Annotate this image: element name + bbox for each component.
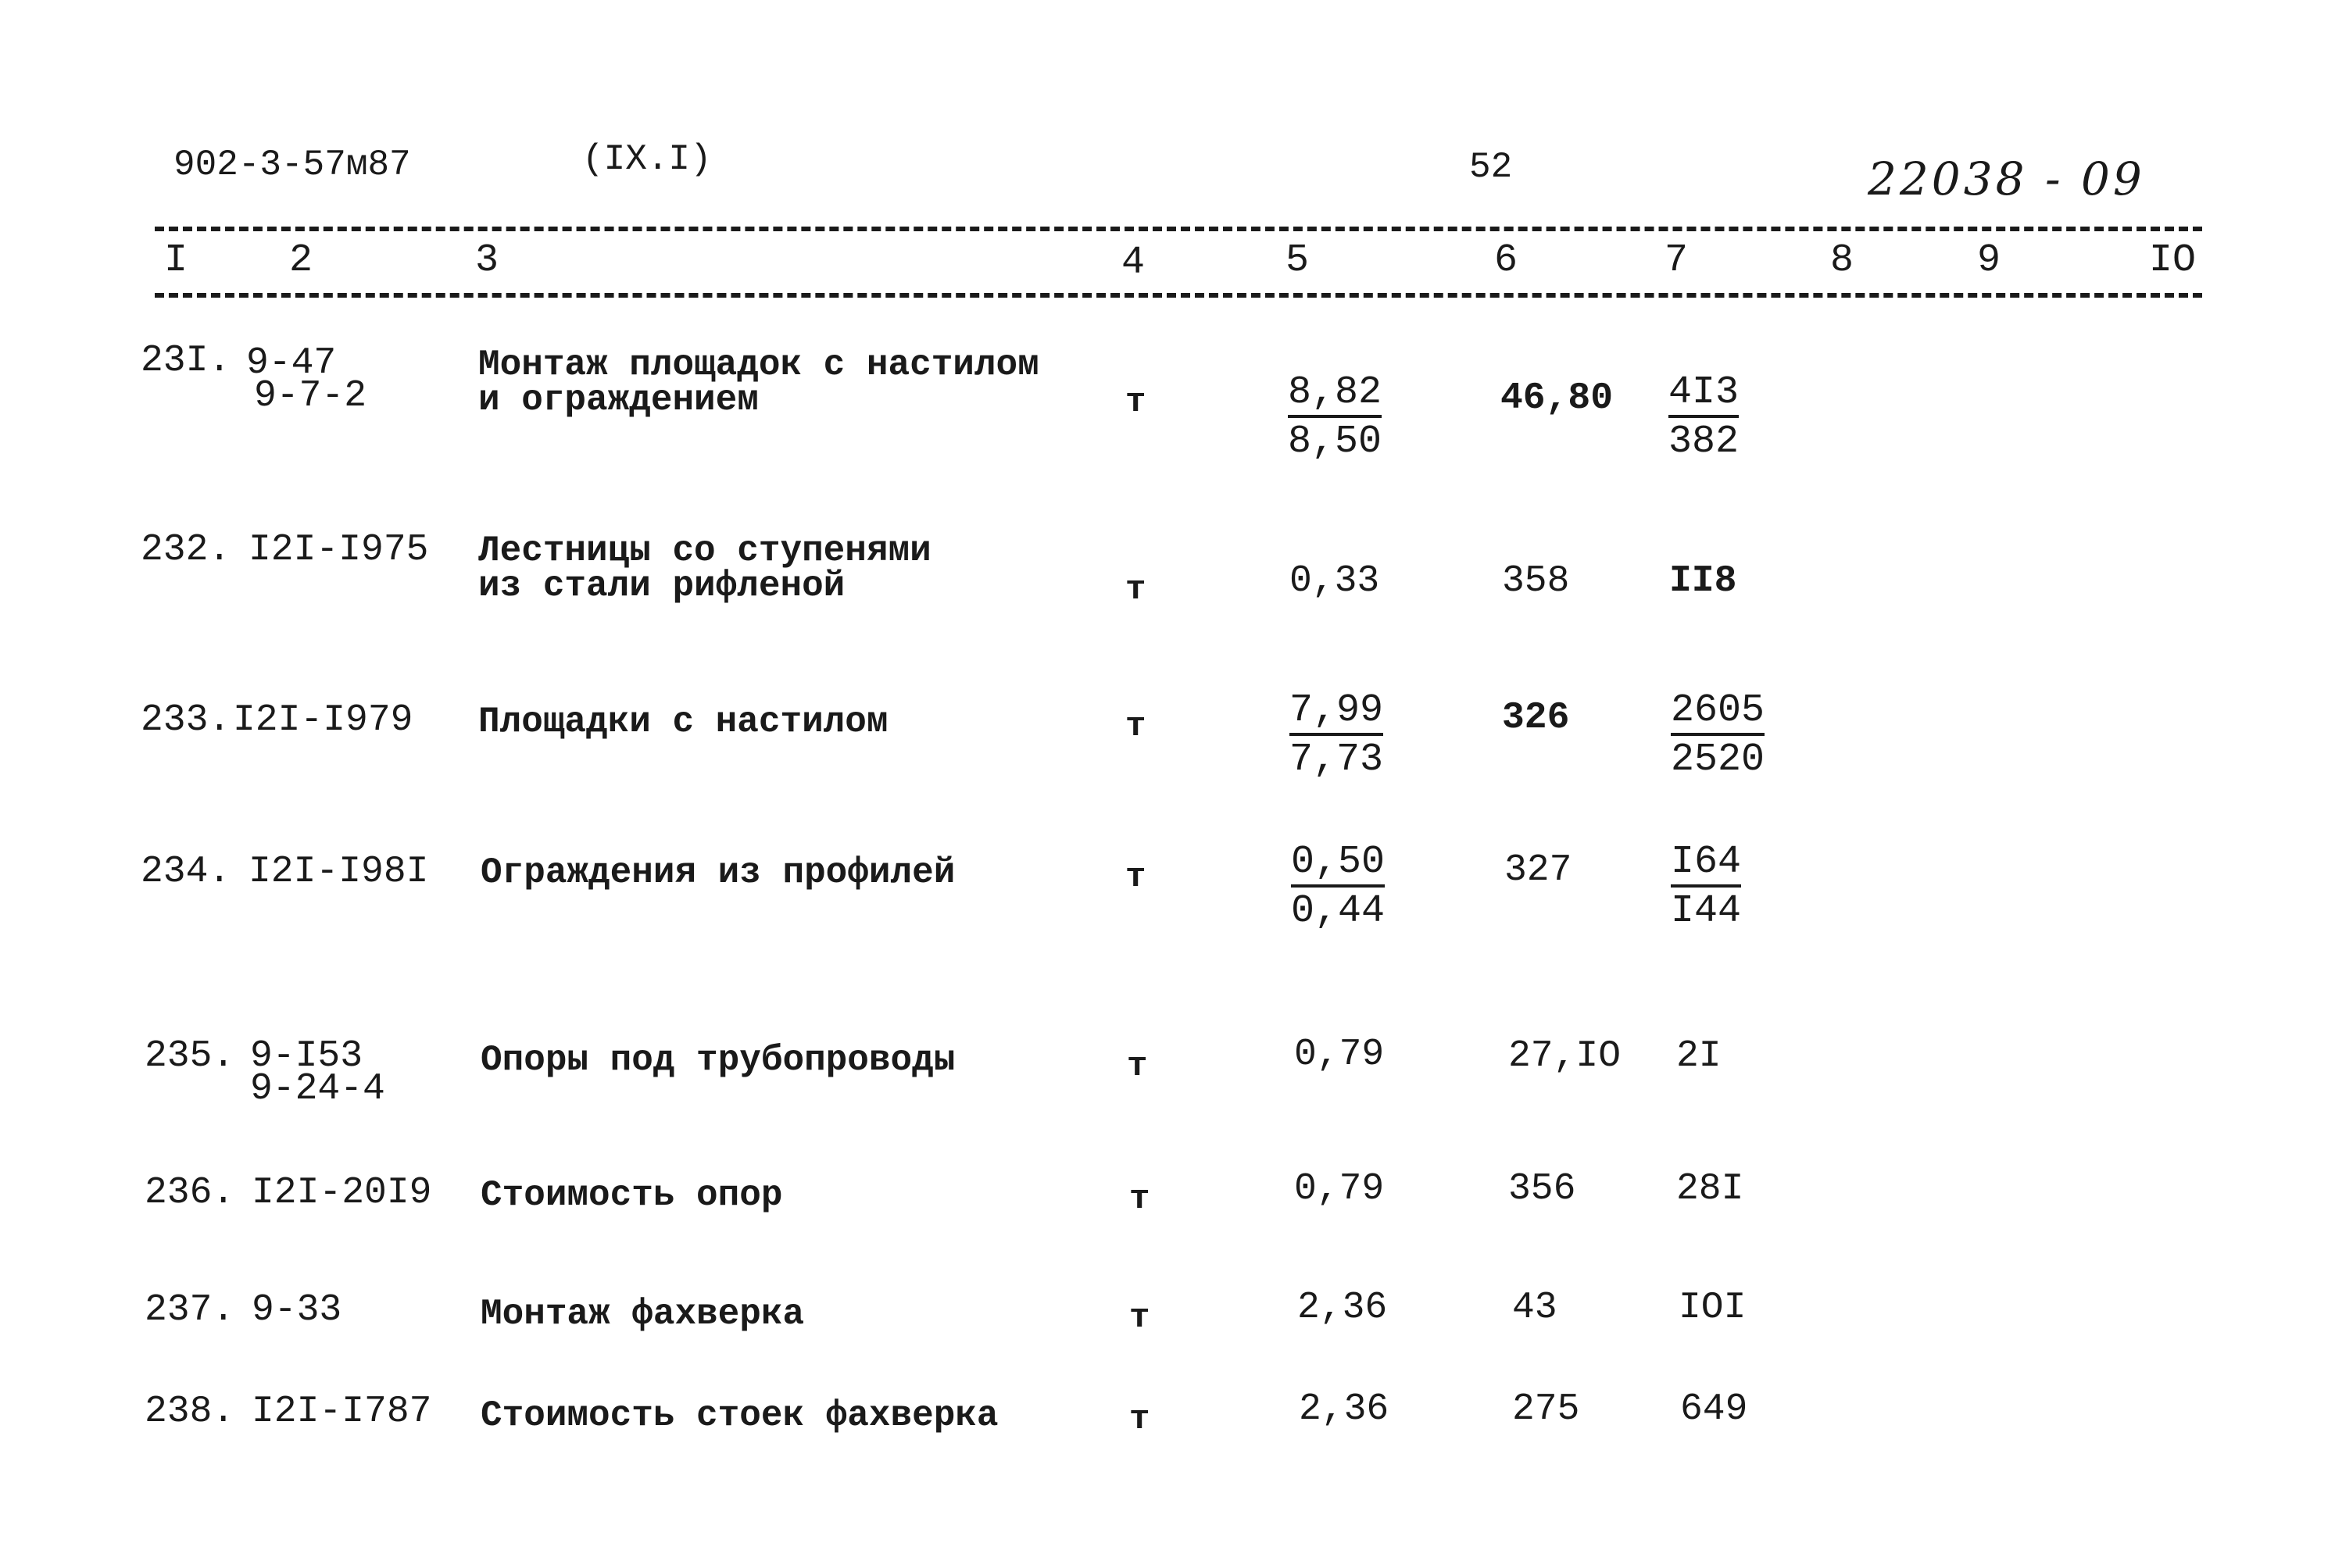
sheet-number: 22038 - 09 (1868, 152, 2145, 205)
rate-code: 9-7-2 (254, 375, 367, 417)
unit-price: 275 (1512, 1388, 1580, 1430)
total-cost: IOI (1679, 1287, 1747, 1329)
col-num-8: 8 (1830, 238, 1854, 283)
quantity (1291, 841, 1385, 936)
row-number: 235. (145, 1035, 235, 1077)
quantity-gross: 7,99 (1289, 689, 1383, 736)
total-gross: I64 (1671, 841, 1741, 888)
work-description: из стали рифленой (478, 566, 846, 606)
work-description: Стоимость стоек фахверка (481, 1395, 999, 1436)
col-num-10: IO (2149, 238, 2197, 283)
col-num-7: 7 (1665, 238, 1689, 283)
row-number: 233. (141, 699, 231, 741)
work-description: Монтаж фахверка (481, 1294, 805, 1334)
col-num-2: 2 (289, 238, 313, 283)
col-num-4: 4 (1121, 241, 1146, 285)
unit-price: 327 (1504, 849, 1572, 891)
col-num-5: 5 (1286, 238, 1310, 283)
work-description: Площадки с настилом (478, 702, 889, 742)
total-cost (1671, 841, 1741, 936)
rate-code: I2I-I975 (249, 529, 429, 571)
unit-price: 46,80 (1500, 377, 1614, 420)
work-description: Опоры под трубопроводы (481, 1040, 956, 1080)
total-cost: 2I (1676, 1035, 1722, 1077)
rate-code: 9-47 (246, 342, 337, 384)
total-net: 2520 (1671, 738, 1765, 782)
row-number: 232. (141, 529, 231, 571)
work-description: и ограждением (478, 380, 759, 420)
row-number: 23I. (141, 340, 231, 382)
unit: т (1125, 570, 1146, 609)
doc-code: 902-3-57м87 (173, 145, 411, 185)
row-number: 238. (145, 1391, 235, 1433)
unit-price: 358 (1502, 560, 1570, 602)
total-gross: 2605 (1671, 689, 1765, 736)
quantity-gross: 0,50 (1291, 841, 1385, 888)
quantity (1289, 689, 1383, 784)
quantity (1288, 371, 1382, 466)
work-description: Ограждения из профилей (481, 852, 956, 893)
col-num-6: 6 (1494, 238, 1518, 283)
header-rule-bottom (155, 293, 2202, 298)
quantity-net: 7,73 (1289, 738, 1384, 782)
quantity: 0,79 (1294, 1034, 1385, 1076)
total-cost: 28I (1676, 1168, 1744, 1210)
quantity: 0,79 (1294, 1168, 1385, 1210)
col-num-9: 9 (1977, 238, 2001, 283)
unit-price: 356 (1508, 1168, 1576, 1210)
rate-code: I2I-20I9 (252, 1172, 432, 1214)
col-num-3: 3 (475, 238, 499, 283)
work-description: Лестницы со ступенями (478, 530, 931, 571)
rate-code: 9-24-4 (250, 1068, 385, 1110)
rate-code: 9-I53 (250, 1035, 363, 1077)
unit: т (1129, 1298, 1150, 1338)
row-number: 236. (145, 1172, 235, 1214)
total-gross: 4I3 (1668, 371, 1739, 418)
rate-code: I2I-I979 (233, 699, 413, 741)
quantity: 2,36 (1297, 1287, 1388, 1329)
quantity-net: 8,50 (1288, 420, 1382, 464)
row-number: 234. (141, 851, 231, 893)
unit-price: 27,IO (1508, 1035, 1622, 1077)
section-code: (IX.I) (582, 139, 712, 180)
page-number: 52 (1469, 147, 1513, 188)
total-net: I44 (1671, 889, 1742, 934)
col-num-1: I (164, 238, 188, 283)
unit: т (1125, 383, 1146, 422)
work-description: Монтаж площадок с настилом (478, 345, 1039, 385)
rate-code: I2I-I98I (249, 851, 429, 893)
total-cost: 649 (1680, 1388, 1748, 1430)
quantity-gross: 8,82 (1288, 371, 1382, 418)
total-cost (1668, 371, 1739, 466)
rate-code: I2I-I787 (252, 1391, 432, 1433)
row-number: 237. (145, 1289, 235, 1331)
unit-price: 326 (1502, 697, 1570, 739)
unit: т (1125, 858, 1146, 897)
rate-code: 9-33 (252, 1289, 342, 1331)
quantity-net: 0,44 (1291, 889, 1386, 934)
total-net: 382 (1668, 420, 1740, 464)
quantity: 2,36 (1299, 1388, 1389, 1430)
header-rule-top (155, 227, 2202, 231)
total-cost: II8 (1669, 560, 1737, 602)
unit: т (1129, 1180, 1150, 1219)
unit: т (1127, 1047, 1148, 1086)
unit: т (1125, 707, 1146, 746)
work-description: Стоимость опор (481, 1175, 783, 1216)
unit-price: 43 (1512, 1287, 1557, 1329)
quantity: 0,33 (1289, 560, 1380, 602)
total-cost (1671, 689, 1765, 784)
unit: т (1129, 1400, 1150, 1439)
